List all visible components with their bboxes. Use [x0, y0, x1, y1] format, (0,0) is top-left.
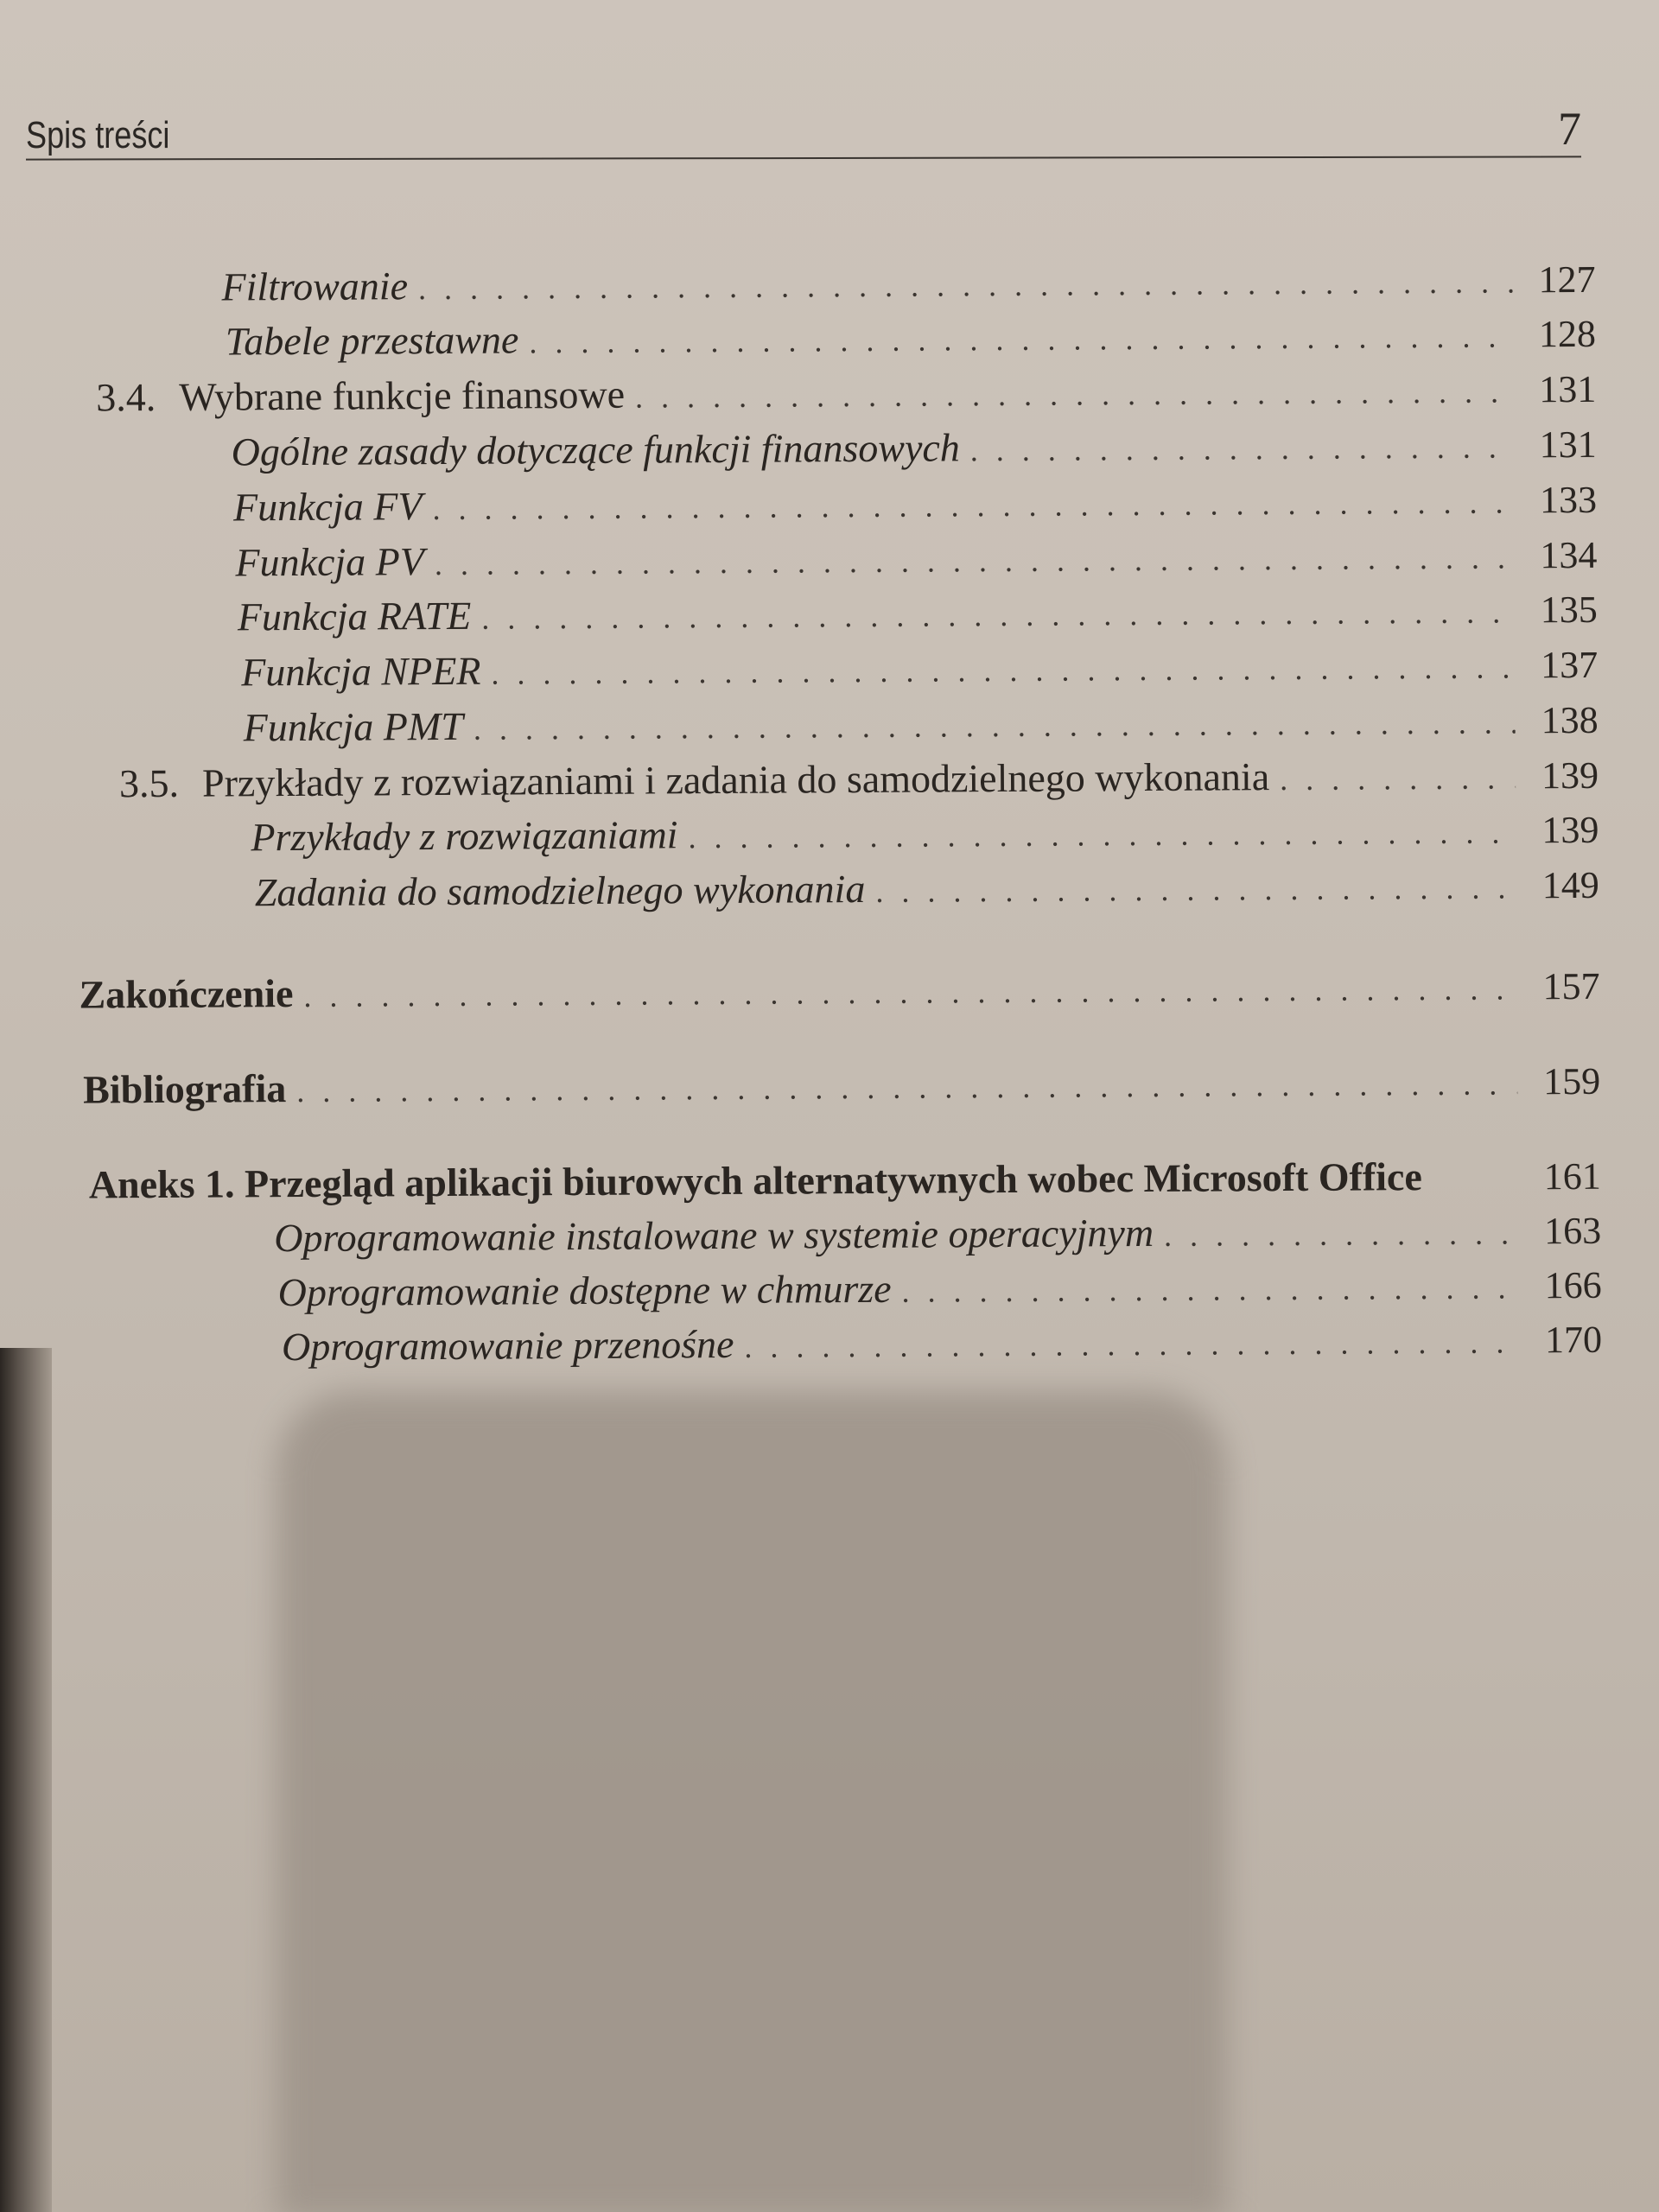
toc-entry-title: Przykłady z rozwiązaniami i zadania do samodzielnego wykonania	[201, 754, 1270, 805]
toc-entry-oprogramowanie-w-chmurze	[277, 1261, 1601, 1319]
dot-leader	[635, 367, 1514, 421]
toc-entry-page: 163	[1544, 1209, 1602, 1253]
toc-entry-title: Tabele przestawne	[225, 317, 519, 364]
toc-entry-ogolne-zasady	[232, 420, 1597, 480]
page-number: 7	[1558, 103, 1581, 155]
toc-entry-title: Bibliografia	[83, 1066, 287, 1112]
toc-entry-title: Funkcja FV	[232, 484, 423, 530]
toc-entry-page: 166	[1544, 1263, 1602, 1307]
toc-entry-title: Oprogramowanie dostępne w chmurze	[277, 1266, 892, 1315]
toc-entry-page: 137	[1541, 643, 1599, 687]
toc-entry-section-3-5	[119, 751, 1599, 810]
dot-leader	[1280, 753, 1516, 804]
toc-entry-title: Zakończenie	[79, 971, 294, 1017]
toc-entry-page: 138	[1541, 698, 1599, 742]
toc-entry-page: 170	[1544, 1318, 1603, 1362]
toc-entry-przyklady	[251, 805, 1599, 865]
toc-entry-page: 133	[1539, 478, 1598, 522]
toc-entry-title: Wybrane funkcje finansowe	[179, 372, 626, 419]
dot-leader	[970, 423, 1514, 474]
toc-entry-zakonczenie	[79, 962, 1599, 1022]
toc-entry-page: 135	[1540, 588, 1598, 632]
toc-entry-oprogramowanie-instalowane	[274, 1206, 1601, 1265]
toc-entry-title: Zadania do samodzielnego wykonania	[254, 866, 866, 915]
toc-entry-tabele-przestawne	[226, 309, 1596, 369]
toc-entry-aneks-1	[89, 1152, 1601, 1212]
dot-leader	[688, 808, 1516, 861]
toc-entry-funkcja-pmt	[243, 696, 1598, 755]
toc-entry-title: Funkcja PMT	[243, 703, 464, 750]
toc-entry-page: 157	[1542, 964, 1600, 1008]
toc-entry-oprogramowanie-przenosne	[282, 1315, 1602, 1374]
dot-leader	[744, 1318, 1519, 1370]
dot-leader	[901, 1263, 1518, 1315]
running-title: Spis treści	[26, 114, 170, 156]
toc-entry-page: 131	[1539, 423, 1597, 467]
toc-entry-funkcja-pv	[235, 531, 1597, 590]
toc-entry-funkcja-rate	[238, 585, 1598, 645]
dot-leader	[481, 588, 1515, 642]
toc-entry-page: 149	[1541, 863, 1599, 907]
toc-entry-title: Przykłady z rozwiązaniami	[251, 812, 678, 860]
toc-entry-page: 134	[1540, 533, 1598, 577]
toc-entry-bibliografia	[83, 1057, 1600, 1117]
dot-leader	[529, 312, 1513, 366]
toc-entry-zadania	[255, 861, 1599, 920]
dot-leader	[1164, 1209, 1518, 1260]
toc-entry-title: Filtrowanie	[221, 264, 409, 309]
toc-entry-title: Funkcja PV	[235, 539, 425, 585]
toc-entry-page: 139	[1541, 808, 1599, 852]
toc-entry-title: Funkcja NPER	[241, 648, 481, 695]
dot-leader	[474, 698, 1516, 753]
toc-entry-filtrowanie	[221, 255, 1595, 315]
toc-entry-page: 128	[1538, 312, 1597, 356]
dot-leader	[432, 478, 1514, 533]
toc-entry-title: Funkcja RATE	[237, 593, 472, 639]
dot-leader	[491, 643, 1515, 697]
dot-leader	[875, 863, 1516, 916]
toc-entry-section-3-4	[96, 365, 1596, 425]
toc-entry-page: 161	[1543, 1154, 1601, 1198]
toc-entry-title: Ogólne zasady dotyczące funkcji finansowych	[231, 425, 960, 474]
toc-entry-number: 3.5.	[118, 760, 180, 806]
dot-leader	[435, 533, 1515, 588]
dot-leader	[303, 964, 1516, 1020]
toc-entry-page: 139	[1541, 753, 1599, 798]
toc-entry-number: 3.4.	[96, 374, 156, 420]
toc-entry-funkcja-nper	[241, 640, 1598, 700]
toc-entry-title: Aneks 1. Przegląd aplikacji biurowych alternatywnych wobec Microsoft Office	[88, 1154, 1422, 1207]
toc-entry-funkcja-fv	[233, 475, 1597, 535]
dot-leader	[296, 1059, 1517, 1116]
toc-entry-page: 131	[1539, 367, 1597, 411]
toc-entry-page: 159	[1543, 1059, 1601, 1103]
toc-entry-title: Oprogramowanie instalowane w systemie operacyjnym	[274, 1210, 1154, 1261]
toc-entry-title: Oprogramowanie przenośne	[281, 1321, 734, 1370]
dot-leader	[418, 257, 1513, 313]
toc-entry-page: 127	[1538, 257, 1596, 302]
